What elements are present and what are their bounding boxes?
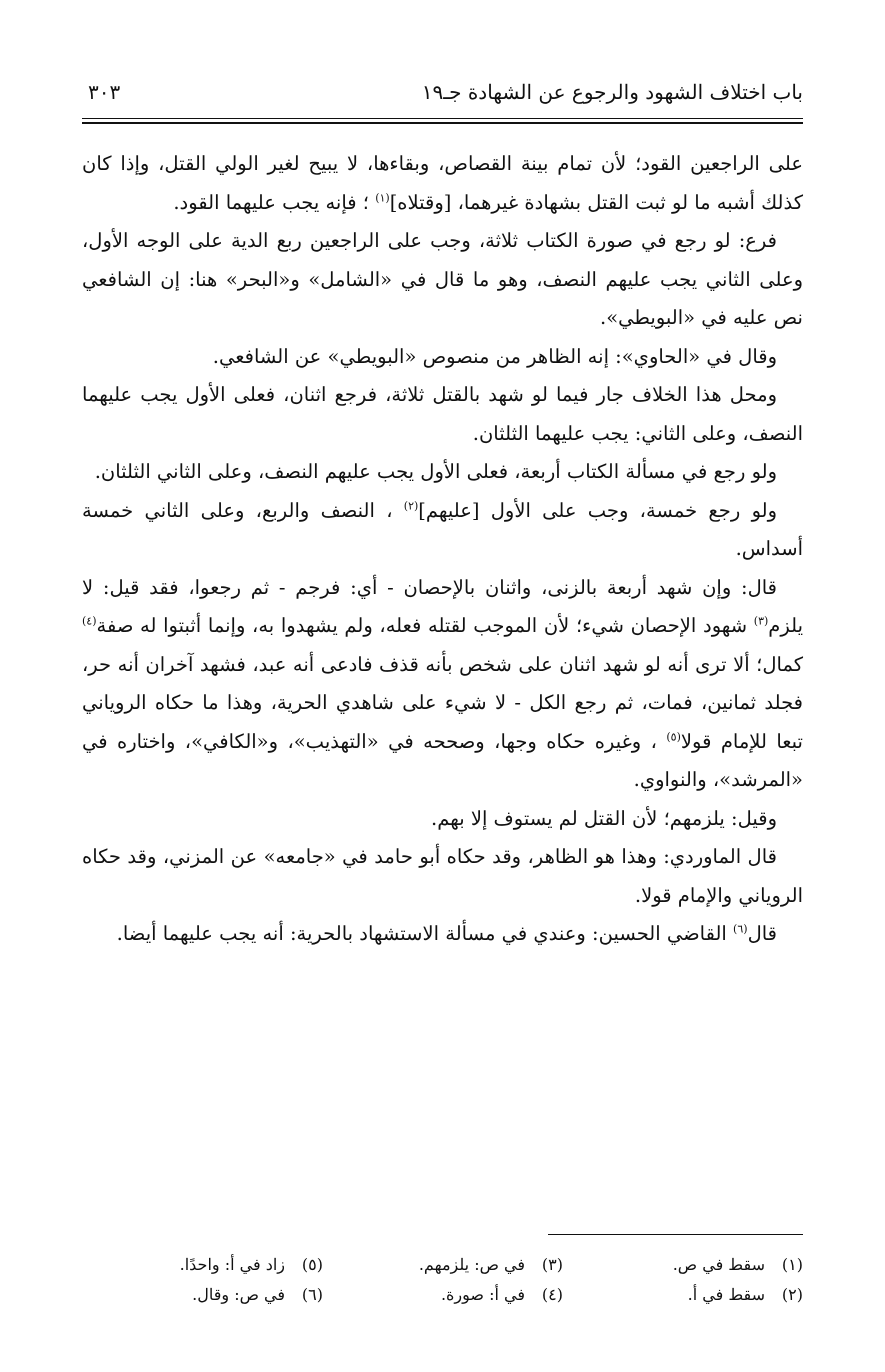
footnote: (٢)سقط في أ. xyxy=(687,1285,803,1304)
footnote: (١)سقط في ص. xyxy=(672,1255,803,1274)
footnote-rule xyxy=(548,1234,803,1235)
footnote-ref: (٥) xyxy=(666,730,681,743)
footnote-ref: (٦) xyxy=(733,922,748,936)
paragraph: قال$^{(٦)}$ القاضي الحسين: وعندي في مسألة الاستشهاد بالحرية: أنه يجب عليهما أيضا. xyxy=(116,922,777,945)
footnote: (٤)في أ: صورة. xyxy=(440,1285,563,1304)
paragraph: ومحل هذا الخلاف جار فيما لو شهد بالقتل ثلاثة، فرجع اثنان، فعلى الأول يجب عليهما النصف، وعلى الثاني: يجب عليهما الثلثان. xyxy=(82,383,803,445)
paragraph: ولو رجع في مسألة الكتاب أربعة، فعلى الأول يجب عليهم النصف، وعلى الثاني الثلثان. xyxy=(94,460,777,483)
paragraph: وقيل: يلزمهم؛ لأن القتل لم يستوف إلا بهم. xyxy=(431,806,777,830)
page-number: ٣٠٣ xyxy=(88,80,121,104)
paragraph: وقال في «الحاوي»: إنه الظاهر من منصوص «البويطي» عن الشافعي. xyxy=(212,344,777,368)
running-head: باب اختلاف الشهود والرجوع عن الشهادة جـ١٩ xyxy=(421,80,803,104)
footnote: (٣)في ص: يلزمهم. xyxy=(418,1255,563,1274)
footnote-ref: (٢) xyxy=(403,499,419,512)
paragraph: ولو رجع خمسة، وجب على الأول [عليهم]$^{(٢)}$ ، النصف والربع، وعلى الثاني خمسة أسداس. xyxy=(82,498,803,560)
footnote-column xyxy=(83,1250,323,1310)
header-rule-thick xyxy=(82,122,803,124)
footnote-ref: (٤) xyxy=(82,614,97,628)
main-text xyxy=(82,145,803,954)
footnote: (٥)زاد في أ: واحدًا. xyxy=(179,1255,323,1274)
footnote: (٦)في ص: وقال. xyxy=(192,1285,323,1304)
page-header xyxy=(82,80,803,114)
footnote-ref: (١) xyxy=(375,191,390,204)
paragraph: قال: وإن شهد أربعة بالزنى، واثنان بالإحصان - أي: فرجم - ثم رجعوا، فقد قيل: لا يلزم$^{(٣)}$ شهود الإحصان شيء؛ لأن الموجب لقتله فعله، ولم يشهدوا به، وإنما أثبتوا له صفة$^{(٤)}$ كمال؛ ألا ترى أنه لو شهد اثنان على شخص بأنه قذف فادعى أنه عبد، فشهد آخران أنه حر، فجلد ثمانين، فمات، ثم رجع الكل - لا شيء على شاهدي الحرية، وهذا ما حكاه الروياني تبعا للإمام قولا$^{(٥)}$ ، وغيره حكاه وجها، وصححه في «التهذيب»، و«الكافي»، واختاره في «المرشد»، والنواوي. xyxy=(82,575,803,791)
paragraph: قال الماوردي: وهذا هو الظاهر، وقد حكاه أبو حامد في «جامعه» عن المزني، وقد حكاه الروياني والإمام قولا. xyxy=(82,845,803,907)
header-rule xyxy=(82,118,803,119)
footnote-column xyxy=(323,1250,563,1310)
paragraph: على الراجعين القود؛ لأن تمام بينة القصاص، وبقاءها، لا يبيح لغير الولي القتل، وإذا كان كذلك أشبه ما لو ثبت القتل بشهادة غيرهما، [وقتلاه]$^{(١)}$ ؛ فإنه يجب عليهما القود. xyxy=(82,152,803,214)
paragraph: فرع: لو رجع في صورة الكتاب ثلاثة، وجب على الراجعين ربع الدية على الوجه الأول، وعلى الثاني يجب عليهم النصف، وهو ما قال في «الشامل» و«البحر» هنا: إن الشافعي نص عليه في «البويطي». xyxy=(82,229,803,329)
footnote-ref: (٣) xyxy=(753,614,769,628)
footnote-column xyxy=(563,1250,803,1310)
